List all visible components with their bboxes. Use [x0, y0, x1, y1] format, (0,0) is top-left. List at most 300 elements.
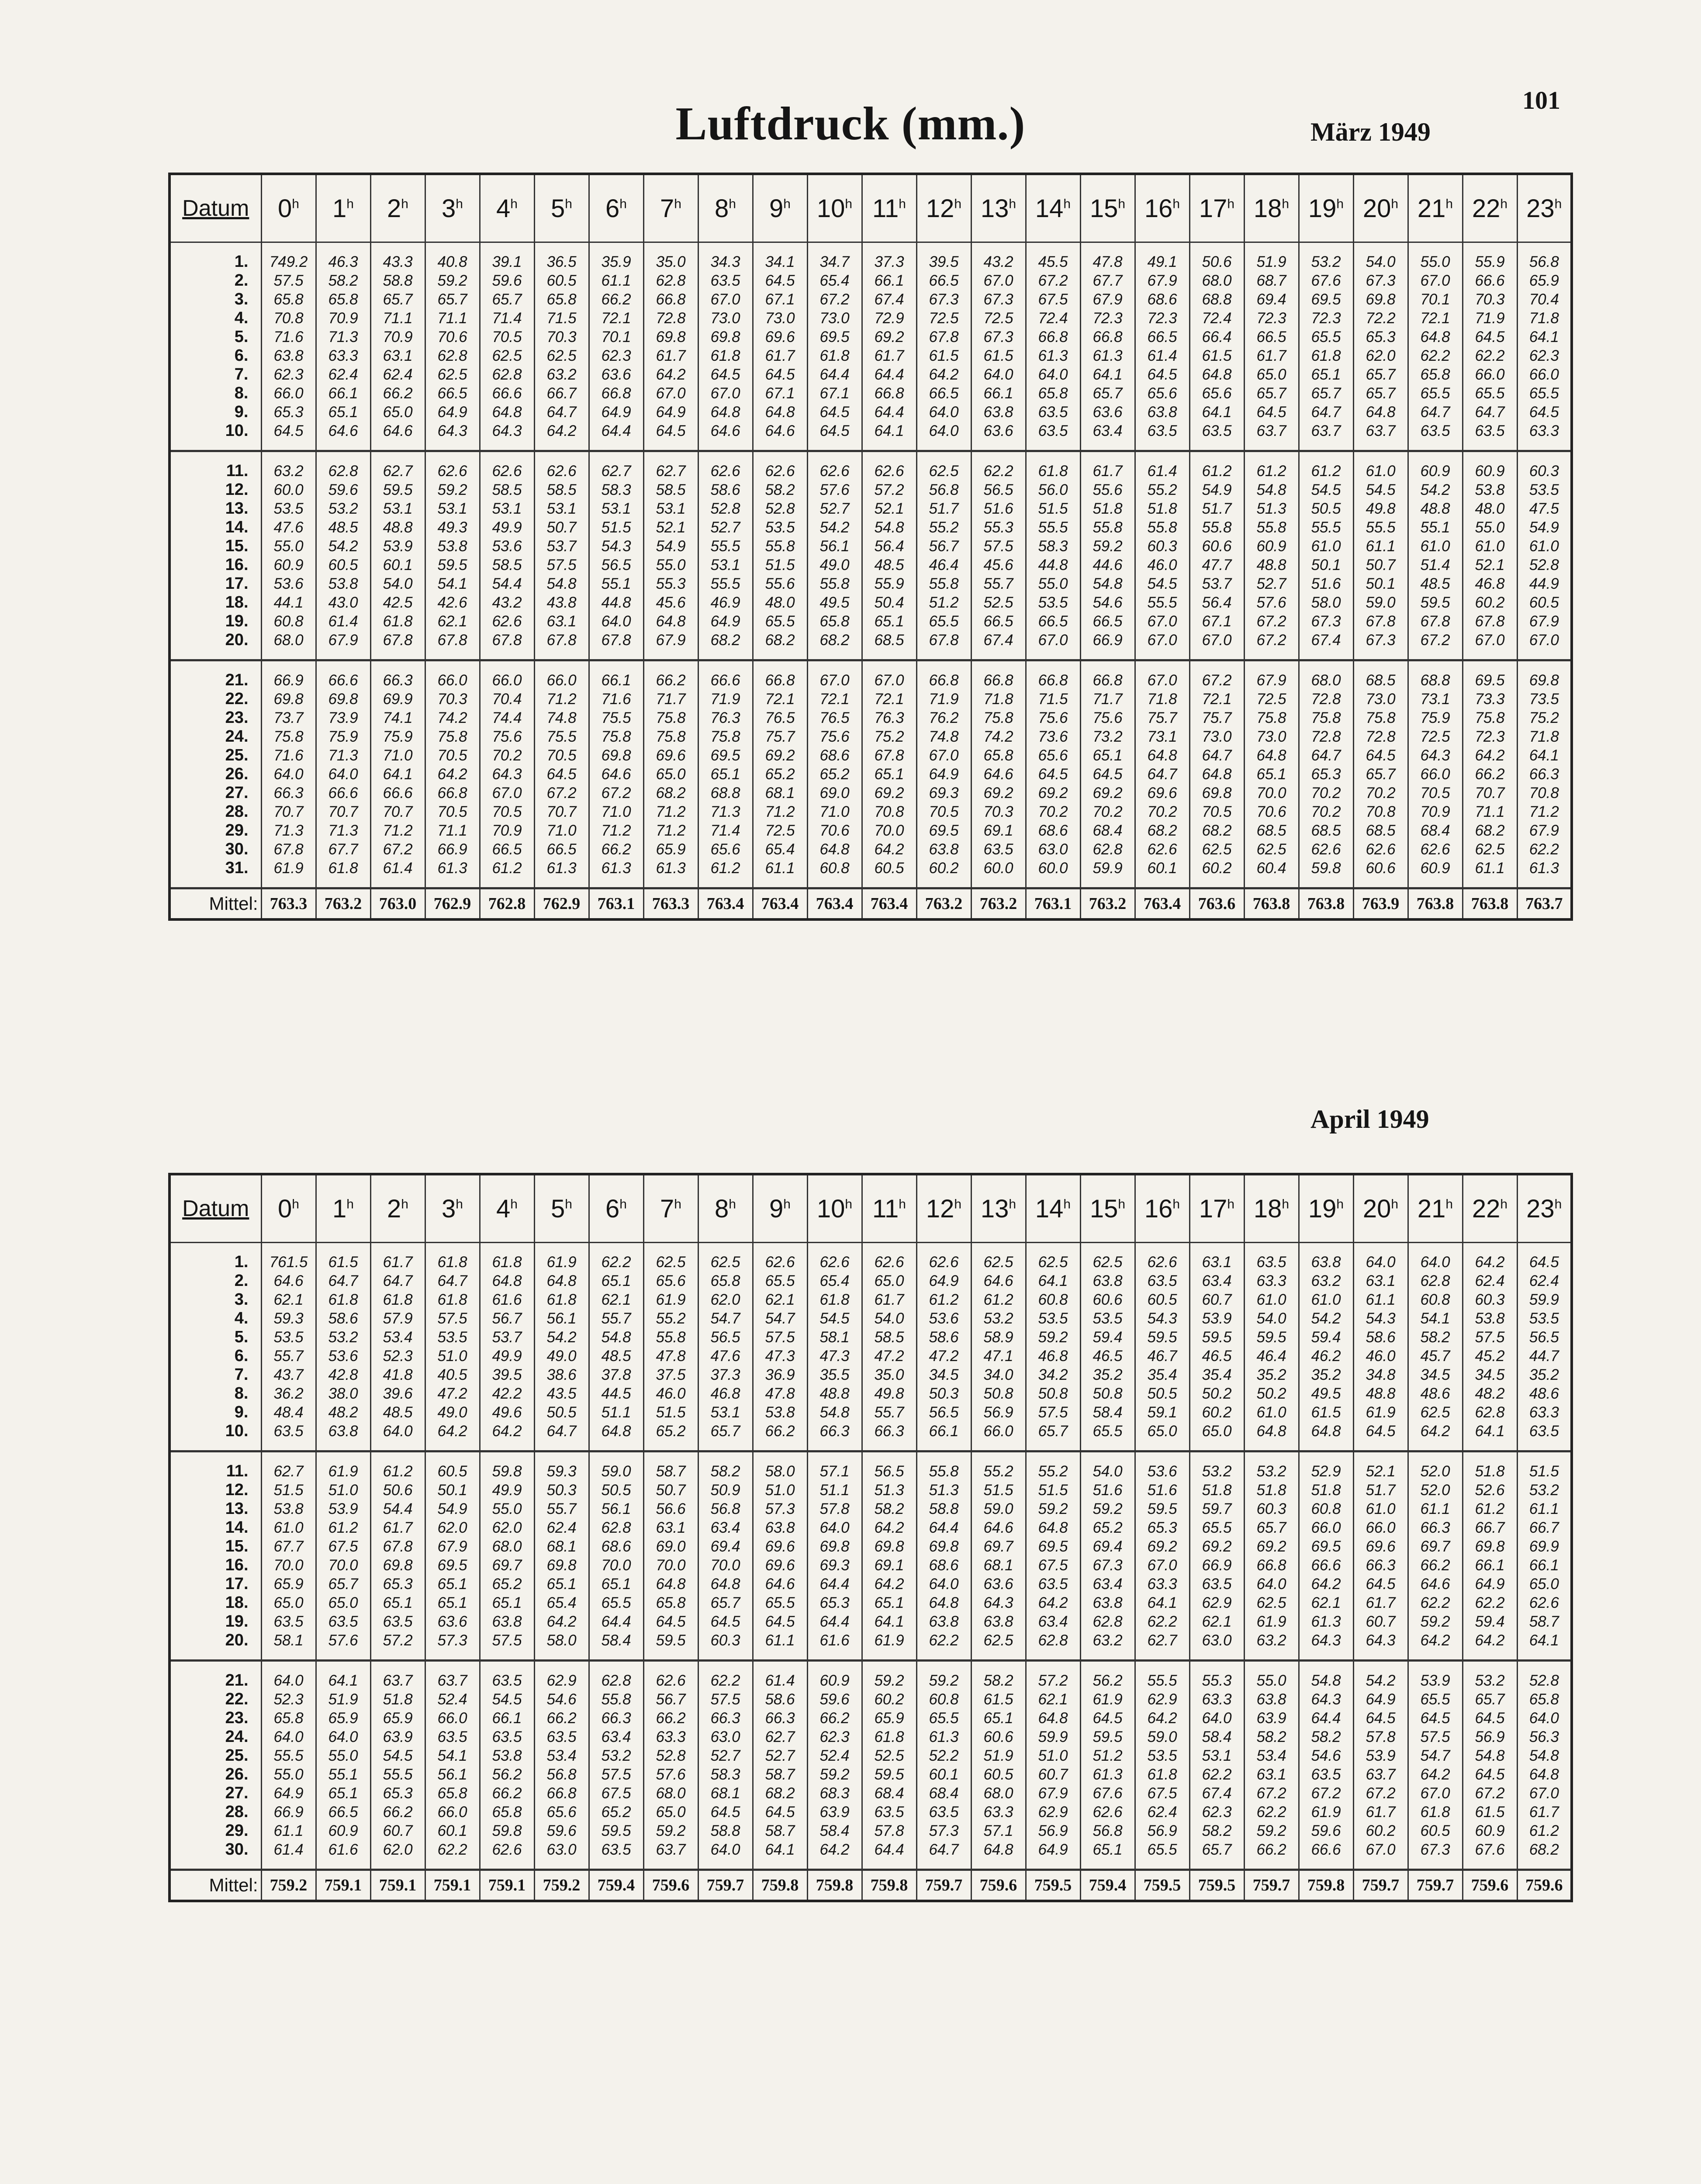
- pressure-value: 55.0: [261, 537, 316, 556]
- pressure-value: 55.8: [643, 1328, 698, 1347]
- pressure-value: 39.5: [916, 252, 971, 271]
- pressure-value: 62.6: [1080, 1803, 1135, 1821]
- pressure-value: 62.7: [1135, 1631, 1189, 1650]
- pressure-value: 63.5: [261, 1422, 316, 1441]
- pressure-value: 59.2: [1408, 1612, 1462, 1631]
- pressure-value: 50.2: [1189, 1384, 1244, 1403]
- pressure-value: 72.1: [1189, 690, 1244, 708]
- pressure-value: 59.0: [1353, 593, 1408, 612]
- pressure-value: 64.7: [534, 403, 589, 422]
- pressure-value: 58.5: [643, 480, 698, 499]
- pressure-value: 64.0: [1026, 365, 1080, 384]
- row-date: 22.: [169, 690, 261, 708]
- pressure-value: 52.4: [425, 1690, 480, 1709]
- table-row: [169, 1709, 1572, 1728]
- table-row: [169, 1556, 1572, 1575]
- pressure-value: 60.3: [1135, 537, 1189, 556]
- table-row: [169, 518, 1572, 537]
- pressure-value: 70.9: [316, 309, 370, 328]
- mittel-value: 759.7: [916, 1870, 971, 1901]
- pressure-value: 64.4: [807, 1575, 862, 1593]
- pressure-value: 67.5: [1026, 1556, 1080, 1575]
- pressure-value: 65.2: [643, 1422, 698, 1441]
- pressure-value: 56.8: [1517, 252, 1572, 271]
- pressure-value: 62.5: [916, 462, 971, 480]
- pressure-value: 65.8: [1026, 384, 1080, 403]
- pressure-value: 74.2: [971, 727, 1026, 746]
- table-row: [169, 1481, 1572, 1500]
- pressure-value: 75.8: [1462, 708, 1517, 727]
- pressure-value: 61.1: [753, 1631, 807, 1650]
- pressure-value: 66.2: [534, 1709, 589, 1728]
- pressure-value: 64.3: [480, 422, 534, 440]
- pressure-value: 34.5: [1408, 1365, 1462, 1384]
- pressure-value: 69.6: [753, 328, 807, 346]
- row-date: 6.: [169, 346, 261, 365]
- pressure-value: 53.5: [261, 1328, 316, 1347]
- pressure-value: 50.3: [534, 1481, 589, 1500]
- pressure-value: 69.1: [862, 1556, 916, 1575]
- pressure-value: 67.0: [643, 384, 698, 403]
- pressure-value: 50.1: [425, 1481, 480, 1500]
- pressure-value: 55.8: [916, 574, 971, 593]
- pressure-value: 61.2: [1244, 462, 1299, 480]
- pressure-value: 66.5: [425, 384, 480, 403]
- pressure-value: 66.3: [261, 784, 316, 802]
- pressure-value: 54.2: [1299, 1309, 1353, 1328]
- pressure-value: 57.3: [425, 1631, 480, 1650]
- pressure-value: 63.8: [1080, 1593, 1135, 1612]
- pressure-value: 72.3: [1299, 309, 1353, 328]
- row-date: 28.: [169, 1803, 261, 1821]
- pressure-value: 51.5: [643, 1403, 698, 1422]
- table-row: [169, 1309, 1572, 1328]
- pressure-value: 69.2: [753, 746, 807, 765]
- pressure-value: 62.1: [1299, 1593, 1353, 1612]
- pressure-value: 69.4: [1244, 290, 1299, 309]
- pressure-value: 53.2: [1462, 1671, 1517, 1690]
- pressure-value: 76.2: [916, 708, 971, 727]
- pressure-value: 69.8: [807, 1537, 862, 1556]
- pressure-value: 62.6: [480, 1840, 534, 1859]
- pressure-value: 54.7: [753, 1309, 807, 1328]
- pressure-value: 62.6: [753, 1253, 807, 1272]
- pressure-value: 71.7: [643, 690, 698, 708]
- pressure-value: 57.8: [1353, 1728, 1408, 1746]
- pressure-value: 62.6: [807, 1253, 862, 1272]
- table-row: [169, 1575, 1572, 1593]
- pressure-value: 64.3: [971, 1593, 1026, 1612]
- pressure-value: 55.0: [261, 1765, 316, 1784]
- row-date: 12.: [169, 480, 261, 499]
- pressure-value: 61.0: [1244, 1403, 1299, 1422]
- table-row: [169, 708, 1572, 727]
- pressure-value: 65.8: [261, 1709, 316, 1728]
- pressure-value: 67.0: [807, 671, 862, 690]
- pressure-value: 67.7: [261, 1537, 316, 1556]
- pressure-value: 51.7: [1353, 1481, 1408, 1500]
- pressure-value: 66.5: [916, 271, 971, 290]
- pressure-value: 67.4: [1189, 1784, 1244, 1803]
- pressure-value: 54.5: [480, 1690, 534, 1709]
- pressure-value: 51.0: [316, 1481, 370, 1500]
- column-header-hour: 20$^h$: [1353, 174, 1408, 242]
- pressure-value: 52.1: [643, 518, 698, 537]
- row-date: 18.: [169, 593, 261, 612]
- pressure-value: 54.2: [534, 1328, 589, 1347]
- pressure-value: 64.8: [1135, 746, 1189, 765]
- table-row: [169, 840, 1572, 859]
- pressure-value: 46.0: [1135, 556, 1189, 574]
- pressure-value: 46.7: [1135, 1347, 1189, 1365]
- pressure-value: 65.9: [316, 1709, 370, 1728]
- pressure-value: 63.3: [1517, 422, 1572, 440]
- pressure-value: 70.7: [316, 802, 370, 821]
- pressure-value: 69.1: [971, 821, 1026, 840]
- pressure-value: 64.1: [1135, 1593, 1189, 1612]
- pressure-value: 48.8: [1244, 556, 1299, 574]
- pressure-value: 59.5: [1080, 1728, 1135, 1746]
- pressure-value: 72.2: [1353, 309, 1408, 328]
- table-row: [169, 746, 1572, 765]
- pressure-value: 63.8: [316, 1422, 370, 1441]
- pressure-value: 61.0: [1517, 537, 1572, 556]
- pressure-value: 61.9: [1244, 1612, 1299, 1631]
- pressure-value: 70.7: [1462, 784, 1517, 802]
- column-header-hour: 12$^h$: [916, 174, 971, 242]
- pressure-value: 60.5: [1135, 1290, 1189, 1309]
- pressure-value: 60.9: [1408, 462, 1462, 480]
- pressure-value: 53.1: [425, 499, 480, 518]
- pressure-value: 65.5: [1080, 1422, 1135, 1441]
- pressure-value: 63.5: [1189, 1575, 1244, 1593]
- pressure-value: 65.5: [1299, 328, 1353, 346]
- pressure-value: 61.2: [1462, 1500, 1517, 1518]
- pressure-value: 48.0: [753, 593, 807, 612]
- pressure-value: 61.8: [698, 346, 753, 365]
- pressure-value: 60.1: [425, 1821, 480, 1840]
- pressure-value: 51.1: [589, 1403, 643, 1422]
- column-header-hour: 8$^h$: [698, 1174, 753, 1243]
- pressure-value: 55.8: [807, 574, 862, 593]
- pressure-value: 68.2: [807, 631, 862, 650]
- pressure-value: 63.5: [425, 1728, 480, 1746]
- pressure-value: 65.6: [1135, 384, 1189, 403]
- pressure-value: 69.9: [370, 690, 425, 708]
- pressure-value: 68.4: [1408, 821, 1462, 840]
- month-label-april: April 1949: [1310, 1105, 1429, 1133]
- pressure-value: 64.2: [1408, 1631, 1462, 1650]
- pressure-value: 71.3: [316, 821, 370, 840]
- pressure-value: 55.2: [916, 518, 971, 537]
- pressure-value: 58.5: [534, 480, 589, 499]
- pressure-value: 64.5: [534, 765, 589, 784]
- pressure-value: 65.0: [1189, 1422, 1244, 1441]
- pressure-value: 64.9: [1026, 1840, 1080, 1859]
- pressure-value: 70.9: [370, 328, 425, 346]
- pressure-value: 62.9: [1189, 1593, 1244, 1612]
- pressure-value: 73.7: [261, 708, 316, 727]
- pressure-value: 68.0: [1189, 271, 1244, 290]
- pressure-value: 65.1: [862, 612, 916, 631]
- pressure-value: 65.1: [698, 765, 753, 784]
- pressure-value: 44.1: [261, 593, 316, 612]
- pressure-value: 52.3: [261, 1690, 316, 1709]
- pressure-value: 65.7: [1353, 384, 1408, 403]
- pressure-value: 66.2: [370, 384, 425, 403]
- pressure-value: 65.7: [698, 1422, 753, 1441]
- pressure-value: 51.7: [1189, 499, 1244, 518]
- pressure-value: 51.8: [1244, 1481, 1299, 1500]
- row-date: 14.: [169, 1518, 261, 1537]
- pressure-value: 64.8: [643, 1575, 698, 1593]
- pressure-value: 65.6: [1026, 746, 1080, 765]
- pressure-value: 69.6: [753, 1537, 807, 1556]
- pressure-value: 59.5: [643, 1631, 698, 1650]
- pressure-value: 69.8: [534, 1556, 589, 1575]
- pressure-value: 49.5: [1299, 1384, 1353, 1403]
- pressure-value: 65.9: [862, 1709, 916, 1728]
- pressure-value: 71.8: [1517, 727, 1572, 746]
- pressure-value: 75.9: [316, 727, 370, 746]
- pressure-value: 66.5: [480, 840, 534, 859]
- pressure-value: 60.5: [316, 556, 370, 574]
- column-header-hour: 12$^h$: [916, 1174, 971, 1243]
- column-header-hour: 17$^h$: [1189, 1174, 1244, 1243]
- pressure-value: 64.8: [1353, 403, 1408, 422]
- pressure-value: 63.1: [534, 612, 589, 631]
- pressure-value: 55.2: [1135, 480, 1189, 499]
- mittel-value: 759.6: [1517, 1870, 1572, 1901]
- pressure-value: 68.6: [807, 746, 862, 765]
- pressure-value: 59.5: [1244, 1328, 1299, 1347]
- pressure-value: 72.8: [1299, 690, 1353, 708]
- pressure-value: 52.5: [971, 593, 1026, 612]
- pressure-value: 67.0: [1135, 1556, 1189, 1575]
- pressure-value: 53.8: [480, 1746, 534, 1765]
- pressure-value: 62.7: [261, 1462, 316, 1481]
- pressure-value: 57.5: [1462, 1328, 1517, 1347]
- pressure-value: 63.7: [1353, 422, 1408, 440]
- pressure-value: 48.0: [1462, 499, 1517, 518]
- pressure-value: 62.9: [534, 1671, 589, 1690]
- pressure-value: 50.4: [862, 593, 916, 612]
- pressure-value: 53.7: [534, 537, 589, 556]
- pressure-value: 71.1: [425, 309, 480, 328]
- table-row: [169, 384, 1572, 403]
- pressure-value: 49.9: [480, 1347, 534, 1365]
- pressure-value: 75.8: [1299, 708, 1353, 727]
- pressure-value: 69.4: [1080, 1537, 1135, 1556]
- pressure-value: 55.5: [1135, 1671, 1189, 1690]
- pressure-value: 67.1: [753, 290, 807, 309]
- pressure-value: 59.5: [425, 556, 480, 574]
- pressure-value: 67.2: [1462, 1784, 1517, 1803]
- pressure-value: 64.2: [1135, 1709, 1189, 1728]
- pressure-value: 55.0: [1244, 1671, 1299, 1690]
- pressure-value: 50.7: [534, 518, 589, 537]
- column-header-hour: 21$^h$: [1408, 174, 1462, 242]
- pressure-value: 58.3: [1026, 537, 1080, 556]
- pressure-value: 66.8: [643, 290, 698, 309]
- spacer-row: [169, 451, 1572, 462]
- pressure-value: 69.2: [1026, 784, 1080, 802]
- pressure-value: 63.8: [971, 403, 1026, 422]
- pressure-value: 64.2: [534, 1612, 589, 1631]
- pressure-value: 64.6: [753, 1575, 807, 1593]
- pressure-value: 64.2: [1462, 1253, 1517, 1272]
- pressure-value: 62.2: [1462, 1593, 1517, 1612]
- row-date: 15.: [169, 537, 261, 556]
- pressure-value: 44.6: [1080, 556, 1135, 574]
- pressure-value: 51.9: [971, 1746, 1026, 1765]
- pressure-value: 65.1: [425, 1593, 480, 1612]
- pressure-value: 62.3: [807, 1728, 862, 1746]
- pressure-value: 61.3: [425, 859, 480, 878]
- pressure-value: 70.2: [1299, 784, 1353, 802]
- pressure-value: 64.5: [698, 1612, 753, 1631]
- pressure-value: 56.1: [425, 1765, 480, 1784]
- pressure-value: 64.7: [1299, 403, 1353, 422]
- pressure-value: 74.2: [425, 708, 480, 727]
- pressure-value: 61.0: [1299, 1290, 1353, 1309]
- pressure-value: 71.8: [1135, 690, 1189, 708]
- pressure-value: 67.0: [698, 384, 753, 403]
- pressure-value: 54.8: [1517, 1746, 1572, 1765]
- pressure-value: 50.6: [370, 1481, 425, 1500]
- pressure-value: 56.6: [643, 1500, 698, 1518]
- pressure-value: 66.1: [1517, 1556, 1572, 1575]
- table-row: [169, 422, 1572, 440]
- pressure-value: 65.7: [698, 1593, 753, 1612]
- pressure-value: 54.8: [589, 1328, 643, 1347]
- pressure-value: 50.6: [1189, 252, 1244, 271]
- pressure-value: 34.1: [753, 252, 807, 271]
- pressure-value: 52.8: [1517, 556, 1572, 574]
- pressure-value: 61.3: [534, 859, 589, 878]
- pressure-value: 70.8: [1353, 802, 1408, 821]
- pressure-value: 45.6: [643, 593, 698, 612]
- pressure-value: 62.2: [1189, 1765, 1244, 1784]
- pressure-value: 55.7: [589, 1309, 643, 1328]
- pressure-value: 49.8: [862, 1384, 916, 1403]
- column-header-hour: 23$^h$: [1517, 1174, 1572, 1243]
- pressure-value: 70.3: [534, 328, 589, 346]
- pressure-value: 64.4: [807, 1612, 862, 1631]
- pressure-value: 48.8: [1353, 1384, 1408, 1403]
- pressure-value: 64.0: [1244, 1575, 1299, 1593]
- pressure-value: 72.5: [1244, 690, 1299, 708]
- pressure-value: 63.5: [1189, 422, 1244, 440]
- table-row: [169, 1631, 1572, 1650]
- pressure-value: 64.5: [753, 271, 807, 290]
- pressure-value: 51.5: [1026, 499, 1080, 518]
- pressure-value: 57.2: [370, 1631, 425, 1650]
- pressure-value: 69.4: [698, 1537, 753, 1556]
- pressure-value: 53.2: [1244, 1462, 1299, 1481]
- pressure-value: 66.0: [425, 1709, 480, 1728]
- pressure-value: 70.8: [862, 802, 916, 821]
- pressure-value: 63.9: [370, 1728, 425, 1746]
- pressure-value: 61.5: [316, 1253, 370, 1272]
- pressure-value: 64.5: [1353, 1709, 1408, 1728]
- pressure-value: 51.8: [1189, 1481, 1244, 1500]
- pressure-value: 61.1: [753, 859, 807, 878]
- pressure-value: 62.5: [1408, 1403, 1462, 1422]
- table-row: [169, 631, 1572, 650]
- pressure-value: 51.8: [1080, 499, 1135, 518]
- pressure-value: 72.1: [753, 690, 807, 708]
- pressure-value: 64.8: [643, 612, 698, 631]
- pressure-value: 48.5: [1408, 574, 1462, 593]
- pressure-value: 61.3: [1299, 1612, 1353, 1631]
- pressure-value: 63.1: [1244, 1765, 1299, 1784]
- pressure-value: 63.8: [916, 1612, 971, 1631]
- pressure-value: 62.2: [1462, 346, 1517, 365]
- pressure-value: 50.7: [643, 1481, 698, 1500]
- pressure-value: 55.7: [862, 1403, 916, 1422]
- pressure-value: 55.8: [916, 1462, 971, 1481]
- pressure-value: 58.2: [753, 480, 807, 499]
- pressure-value: 37.5: [643, 1365, 698, 1384]
- pressure-value: 66.1: [589, 671, 643, 690]
- pressure-value: 66.9: [1080, 631, 1135, 650]
- pressure-value: 60.8: [261, 612, 316, 631]
- pressure-value: 56.2: [1080, 1671, 1135, 1690]
- pressure-value: 75.8: [971, 708, 1026, 727]
- pressure-value: 59.5: [1408, 593, 1462, 612]
- pressure-value: 35.0: [643, 252, 698, 271]
- pressure-value: 64.6: [698, 422, 753, 440]
- pressure-value: 58.5: [862, 1328, 916, 1347]
- pressure-value: 59.0: [1135, 1728, 1189, 1746]
- pressure-value: 61.7: [862, 346, 916, 365]
- pressure-value: 63.8: [1244, 1690, 1299, 1709]
- pressure-value: 62.5: [480, 346, 534, 365]
- pressure-value: 56.1: [807, 537, 862, 556]
- pressure-value: 56.5: [916, 1403, 971, 1422]
- pressure-value: 64.1: [1517, 746, 1572, 765]
- pressure-value: 67.1: [753, 384, 807, 403]
- pressure-value: 64.4: [862, 1840, 916, 1859]
- table-row: [169, 1690, 1572, 1709]
- pressure-value: 75.7: [1135, 708, 1189, 727]
- pressure-value: 71.9: [916, 690, 971, 708]
- pressure-value: 67.8: [916, 328, 971, 346]
- pressure-value: 57.5: [589, 1765, 643, 1784]
- data-table: [168, 1173, 1573, 1902]
- pressure-value: 70.7: [370, 802, 425, 821]
- pressure-value: 65.7: [1189, 1840, 1244, 1859]
- mittel-value: 763.2: [316, 888, 370, 920]
- pressure-value: 54.0: [1080, 1462, 1135, 1481]
- table-row: [169, 252, 1572, 271]
- pressure-value: 59.6: [1299, 1821, 1353, 1840]
- pressure-value: 68.1: [753, 784, 807, 802]
- pressure-value: 70.1: [1408, 290, 1462, 309]
- pressure-value: 52.7: [753, 1746, 807, 1765]
- pressure-value: 60.1: [370, 556, 425, 574]
- pressure-value: 56.3: [1517, 1728, 1572, 1746]
- pressure-value: 63.1: [1353, 1272, 1408, 1290]
- table-row: [169, 1612, 1572, 1631]
- pressure-value: 70.0: [698, 1556, 753, 1575]
- pressure-value: 63.7: [370, 1671, 425, 1690]
- pressure-value: 51.3: [916, 1481, 971, 1500]
- pressure-value: 43.3: [370, 252, 425, 271]
- pressure-value: 59.4: [1299, 1328, 1353, 1347]
- pressure-value: 60.5: [1408, 1821, 1462, 1840]
